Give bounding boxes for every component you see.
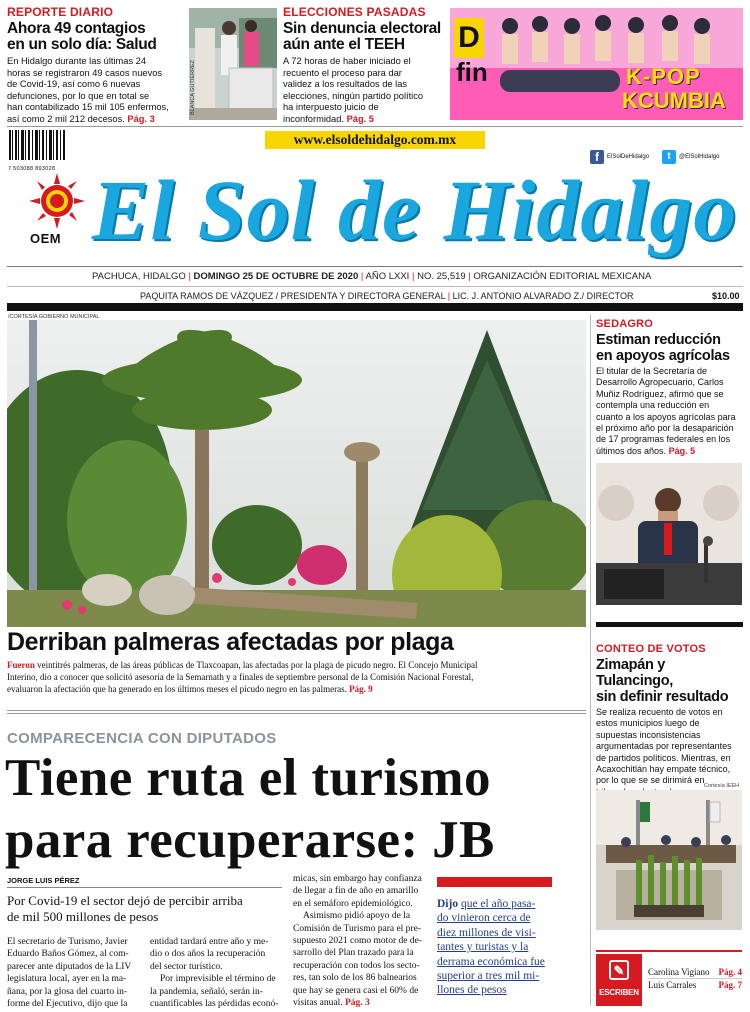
lead-column-1 xyxy=(7,936,142,1010)
teaser-body xyxy=(7,56,179,126)
website-url[interactable]: www.elsoldehidalgo.com.mx xyxy=(265,131,485,149)
teaser-line: A 72 horas de haber iniciado el xyxy=(283,56,411,66)
lead-kicker: COMPARECENCIA CON DIPUTADOS xyxy=(7,730,277,747)
pullquote-lead: Dijo xyxy=(437,898,459,910)
page-reference[interactable]: Pág. 4 xyxy=(718,967,742,977)
masthead-rule xyxy=(7,266,743,267)
promo-line-kcumbia: KCUMBIA xyxy=(622,88,726,113)
sidebar-line: cuanto a los apoyos agrícolas para xyxy=(596,411,736,422)
pullquote-bar xyxy=(437,877,552,887)
sidebar-divider xyxy=(590,314,591,1006)
column-line: en el semáforo epidemiológico. xyxy=(293,898,413,909)
teaser-title-line: Ahora 49 contagios xyxy=(7,20,146,37)
sidebar-title-line: Estiman reducción xyxy=(596,332,721,348)
newspaper-logo[interactable]: El Sol de Hidalgo xyxy=(92,162,738,258)
pen-icon: ✎ xyxy=(609,960,629,980)
sidebar-line: de 17 programas federales en los xyxy=(596,434,731,445)
escriben-box[interactable] xyxy=(596,950,742,1006)
column-line: de llegar a fin de año en amarillo xyxy=(293,886,419,897)
sidebar-line: Se realiza recuento de votos en xyxy=(596,707,723,717)
caption-line-text: veintitrés palmeras, de las áreas públicas de Tlaxcoapan, las afectadas por la plaga de picudo negro. El Concejo Municipal xyxy=(37,660,478,670)
column-line: supuesto 2021 como motor de de- xyxy=(293,936,423,947)
section-divider xyxy=(7,710,586,711)
column-line: parecer ante diputados de la LIV xyxy=(7,961,132,972)
teaser-line: En Hidalgo durante las últimas 24 xyxy=(7,56,147,66)
pullquote-line xyxy=(437,897,577,911)
caption-line: Interino, dio a conocer que solicitó asesoría de la Semarnath y a finales de septiembre personal de la Comisión Nacional Forestal, xyxy=(7,671,474,682)
lead-headline-line: Tiene ruta el turismo xyxy=(5,749,491,807)
teaser-covid[interactable] xyxy=(7,5,179,126)
sidebar-story-sedagro[interactable] xyxy=(596,318,744,457)
sidebar-line: argumentadas por representantes xyxy=(596,741,732,752)
column-line: Por imprevisible el término de xyxy=(160,974,276,985)
lead-headline[interactable] xyxy=(5,747,495,871)
sidebar-line: El titular de la Secretaría de xyxy=(596,366,708,376)
sidebar-photo-count-room xyxy=(596,790,742,930)
pullquote xyxy=(437,897,577,998)
masthead-bottom-rule xyxy=(7,303,743,311)
byline-rule xyxy=(7,887,282,888)
teaser-line: elecciones, ningún partido político xyxy=(283,90,424,101)
column-line: ñana, por la glosa del cuarto in- xyxy=(7,986,128,997)
sidebar-title xyxy=(596,332,744,364)
sidebar-kicker: CONTEO DE VOTOS xyxy=(596,643,706,655)
page-reference[interactable]: Pág. 9 xyxy=(349,683,373,694)
promo-kpop-banner[interactable] xyxy=(450,8,743,120)
caption-line-text: evaluaron la afectación que ha generado en los últimos meses el picudo negro en las palmeras. xyxy=(7,683,347,694)
teaser-line: de Covid-19, así como 6 nuevas xyxy=(7,79,141,90)
staff-separator: | xyxy=(447,291,451,301)
columnist-name: Carolina Vigiano xyxy=(648,967,710,977)
page-reference[interactable]: Pág. 3 xyxy=(344,998,370,1009)
teaser-line: horas se registraron 49 casos nuevos xyxy=(7,67,163,78)
column-line: legislatura local, ayer en la ma- xyxy=(7,974,127,985)
dateline-separator: | xyxy=(411,271,415,282)
column-line: entidad tardará entre año y me- xyxy=(150,937,269,947)
pullquote-line: derrama económica fue xyxy=(437,955,545,968)
escriben-row[interactable] xyxy=(648,979,742,991)
column-line: res, tan solo de los 86 balnearios xyxy=(293,973,417,984)
escriben-row[interactable] xyxy=(648,966,742,979)
staff-president: PAQUITA RAMOS DE VÁZQUEZ / PRESIDENTA Y DIRECTORA GENERAL xyxy=(140,291,446,301)
teaser-elections[interactable] xyxy=(283,5,443,126)
teaser-line-text: inconformidad. xyxy=(283,113,344,124)
sidebar-title xyxy=(596,657,744,705)
main-photo-palms xyxy=(7,320,586,627)
teaser-photo-voting xyxy=(189,8,277,120)
sidebar-line: estos municipios luego de xyxy=(596,718,700,729)
teaser-title-line: Sin denuncia electoral xyxy=(283,20,441,37)
column-line: forme del Ejecutivo, dijo que la xyxy=(7,999,128,1010)
teaser-line-text: así como 2 mil 212 decesos. xyxy=(7,113,125,124)
caption-lead-word: Fueron xyxy=(7,660,35,670)
palms-illustration xyxy=(7,320,586,627)
sidebar-rule xyxy=(596,622,743,627)
sidebar-line-text: últimos dos años. xyxy=(596,445,667,456)
escriben-badge xyxy=(596,954,642,1006)
pullquote-line: tantes y turistas y la xyxy=(437,941,529,954)
staff-director: LIC. J. ANTONIO ALVARADO Z./ DIRECTOR xyxy=(452,291,634,301)
dateline-org: ORGANIZACIÓN EDITORIAL MEXICANA xyxy=(473,271,652,282)
masthead-rule xyxy=(7,286,743,287)
lead-column-2 xyxy=(150,936,285,1010)
column-line: sarrollo del Plan trazado para la xyxy=(293,948,414,959)
promo-section-word: fin xyxy=(456,57,488,87)
sidebar-line: Desarrollo Agropecuario, Carlos xyxy=(596,377,724,388)
sidebar-title-line: Zimapán y Tulancingo, xyxy=(596,657,673,689)
main-photo-headline[interactable]: Derriban palmeras afectadas por plaga xyxy=(7,628,454,656)
pullquote-line: llones de pesos xyxy=(437,984,507,997)
official-illustration xyxy=(596,463,742,605)
caption-line xyxy=(7,660,587,672)
lead-deck-line: Por Covid-19 el sector dejó de percibir arriba xyxy=(7,893,243,908)
sidebar-line xyxy=(596,446,744,457)
page-reference[interactable]: Pág. 7 xyxy=(718,980,742,990)
promo-section-badge: D xyxy=(454,18,484,58)
photo-credit-vertical: BLANCA GUTIÉRREZ xyxy=(190,59,196,115)
teaser-line: defunciones, por lo que en total se xyxy=(7,90,150,101)
sidebar-line: el próximo año por la desaparición xyxy=(596,423,734,434)
dateline-date: DOMINGO 25 DE OCTUBRE DE 2020 xyxy=(193,271,359,282)
teaser-line: han contabilizado 15 mil 105 enfermos, xyxy=(7,102,169,113)
sidebar-line: supuestas inconsistencias xyxy=(596,729,701,740)
main-photo-caption xyxy=(7,660,587,695)
escriben-list xyxy=(648,966,742,991)
pullquote-line-text: que el año pasa- xyxy=(460,898,536,910)
teaser-line: ha interpuesto juicio de xyxy=(283,102,379,113)
facebook-handle: ElSolDeHidalgo xyxy=(607,154,650,160)
column-line xyxy=(293,997,428,1009)
sidebar-line: contempla una reducción en xyxy=(596,400,710,411)
column-line: dio o dos años la recuperación xyxy=(150,949,266,960)
column-line: Asimismo pidió apoyo de la xyxy=(303,911,411,922)
pullquote-line: do vinieron cerca de xyxy=(437,912,531,925)
promo-line-kpop: K-POP xyxy=(626,64,701,89)
barcode-number: 7 503088 893028 xyxy=(8,166,56,172)
sidebar-photo-official xyxy=(596,463,742,605)
sidebar-kicker: SEDAGRO xyxy=(596,318,654,330)
masthead-top-rule xyxy=(7,126,743,127)
column-line: micas, sin embargo hay confianza xyxy=(293,874,422,884)
pullquote-line: diez millones de visi- xyxy=(437,926,536,939)
sidebar-line: por lo que se se dirimirá en xyxy=(596,775,705,786)
column-line: recuperación con todos los secto- xyxy=(293,960,420,971)
sidebar-title-line: en apoyos agrícolas xyxy=(596,348,730,364)
lead-byline: JORGE LUIS PÉREZ xyxy=(7,876,80,885)
column-line: que hay se genera casi el 60% de xyxy=(293,985,419,996)
teaser-line xyxy=(283,114,443,126)
lead-deck xyxy=(7,893,243,925)
sidebar-title-line: sin definir resultado xyxy=(596,689,729,705)
barcode xyxy=(8,130,66,170)
oem-logo: OEM xyxy=(30,231,62,246)
column-line: El secretario de Turismo, Javier xyxy=(7,937,128,947)
teaser-line xyxy=(7,114,179,126)
teaser-title xyxy=(283,21,443,53)
sidebar-body xyxy=(596,366,744,457)
dateline-number: NO. 25,519 xyxy=(417,271,466,282)
teaser-kicker: ELECCIONES PASADAS xyxy=(283,5,426,19)
lead-headline-line: para recuperarse: JB xyxy=(5,811,495,869)
count-room-illustration xyxy=(596,790,742,930)
sun-emblem-graphic xyxy=(28,172,86,230)
twitter-icon: t xyxy=(662,150,676,164)
dateline-year: AÑO LXXI xyxy=(365,271,410,282)
barcode-bars xyxy=(8,130,66,162)
sidebar-line: de partidos políticos. Mientras, en xyxy=(596,752,731,763)
staff-line xyxy=(140,291,634,301)
column-line: cuantificables las pérdidas econó- xyxy=(150,999,279,1010)
voting-photo-illustration xyxy=(189,8,277,120)
teaser-line: recuento el proceso para dar xyxy=(283,67,402,78)
teaser-body xyxy=(283,56,443,126)
page-reference[interactable]: Pág. 5 xyxy=(668,445,696,456)
sidebar-line: Muñiz Rodríguez, afirmó que se xyxy=(596,388,724,399)
teaser-title-line: en un solo día: Salud xyxy=(7,36,157,53)
sun-emblem-icon xyxy=(28,172,86,230)
column-line: del sector turístico. xyxy=(150,961,223,972)
column-line-text: visitas anual. xyxy=(293,998,343,1009)
facebook-icon: f xyxy=(590,150,604,164)
dateline-separator: | xyxy=(360,271,364,282)
pullquote-line: superior a tres mil mi- xyxy=(437,970,540,983)
columnist-name: Luis Carrales xyxy=(648,980,697,990)
price: $10.00 xyxy=(712,291,740,301)
dateline xyxy=(92,271,651,282)
teaser-title-line: aún ante el TEEH xyxy=(283,36,405,53)
sidebar-line: Acaxochitlán hay empate técnico, xyxy=(596,764,731,775)
main-photo-credit: /CORTESÍA GOBIERNO MUNICIPAL xyxy=(8,314,100,320)
page-reference[interactable]: Pág. 5 xyxy=(346,113,374,124)
sidebar-photo-credit: Cortesía IEEH xyxy=(704,783,740,789)
lead-deck-line: de mil 500 millones de pesos xyxy=(7,909,159,924)
column-line: Eduardo Baños Gómez, al com- xyxy=(7,949,129,960)
dateline-separator: | xyxy=(468,271,471,282)
column-line: la pandemia, señaló, serán in- xyxy=(150,986,263,997)
section-divider xyxy=(7,713,586,714)
column-line: Comisión de Turismo para el pre- xyxy=(293,923,421,934)
lead-column-3 xyxy=(293,873,428,1009)
caption-line xyxy=(7,684,587,696)
escriben-label: ESCRIBEN xyxy=(599,988,639,997)
dateline-separator: | xyxy=(188,271,191,282)
teaser-title xyxy=(7,21,179,53)
teaser-kicker: REPORTE DIARIO xyxy=(7,5,114,19)
dateline-place: PACHUCA, HIDALGO xyxy=(92,271,186,282)
twitter-handle: @ElSolHidalgo xyxy=(679,154,720,160)
page-reference[interactable]: Pág. 3 xyxy=(127,113,155,124)
teaser-line: validez a los resultados de las xyxy=(283,79,408,90)
